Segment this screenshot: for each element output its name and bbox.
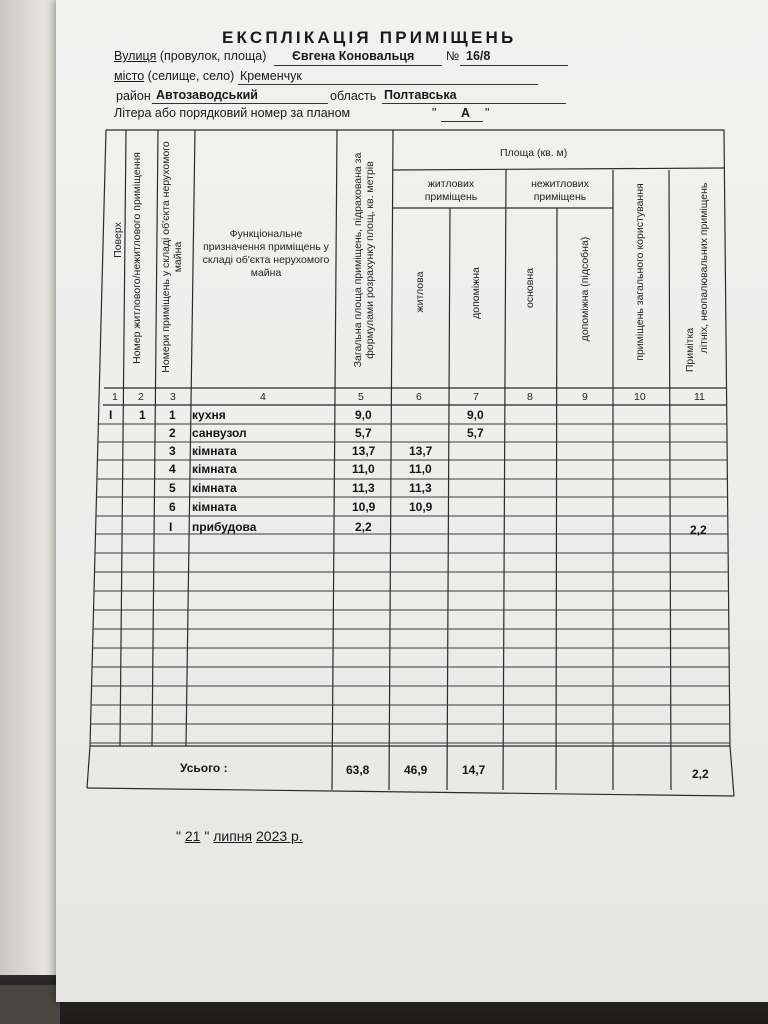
number-value: 16/8 xyxy=(466,49,491,63)
col-num-4: 4 xyxy=(260,391,266,403)
document-title: ЕКСПЛІКАЦІЯ ПРИМІЩЕНЬ xyxy=(222,28,517,47)
region-value: Полтавська xyxy=(384,88,457,102)
totals-aux: 14,7 xyxy=(462,763,486,777)
litera-quote-close: " xyxy=(485,106,490,120)
row-5-total: 11,3 xyxy=(352,481,375,495)
totals-total: 63,8 xyxy=(346,763,370,777)
litera-value: А xyxy=(461,106,471,120)
date-line xyxy=(176,828,303,844)
row-1-floor: I xyxy=(109,408,113,422)
date-day: 21 xyxy=(184,828,201,844)
date-quote-open: " xyxy=(176,828,181,844)
row-2-purpose: санвузол xyxy=(192,426,247,440)
row-3-purpose: кімната xyxy=(192,444,237,458)
row-6-total: 10,9 xyxy=(352,500,376,514)
row-5-room: 5 xyxy=(169,481,176,495)
col-num-9: 9 xyxy=(582,391,588,403)
col-num-11: 11 xyxy=(694,391,705,403)
row-3-room: 3 xyxy=(169,444,176,458)
header-nonliving-group: нежитлових приміщень xyxy=(531,178,589,203)
street-label: Вулиця (провулок, площа) xyxy=(114,49,267,63)
row-4-purpose: кімната xyxy=(192,462,237,476)
header-total-area: Загальна площа приміщень, підрахована за формулами розрахунку площ, кв. метрів xyxy=(352,152,376,368)
totals-label: Усього : xyxy=(180,761,228,775)
row-3-living: 13,7 xyxy=(409,444,433,458)
row-2-aux: 5,7 xyxy=(467,426,484,440)
number-label: № xyxy=(446,49,460,63)
col-num-7: 7 xyxy=(473,391,479,403)
header-area-group: Площа (кв. м) xyxy=(500,147,568,159)
header-common-use: приміщень загального користування xyxy=(634,183,646,361)
col-num-1: 1 xyxy=(112,391,118,403)
date-month: липня xyxy=(213,828,253,844)
row-2-room: 2 xyxy=(169,426,176,440)
street-value: Євгена Коновальця xyxy=(292,49,415,63)
row-6-living: 10,9 xyxy=(409,500,433,514)
litera-label: Літера або порядковий номер за планом xyxy=(114,106,351,120)
row-7-purpose: прибудова xyxy=(192,520,257,534)
row-1-aux: 9,0 xyxy=(467,408,484,422)
col-num-8: 8 xyxy=(527,391,533,403)
row-1-total: 9,0 xyxy=(355,408,372,422)
district-value: Автозаводський xyxy=(156,88,258,102)
litera-quote-open: " xyxy=(432,106,437,120)
row-4-living: 11,0 xyxy=(409,462,432,476)
city-label: місто (селище, село) xyxy=(114,69,235,83)
header-nonliving-aux: допоміжна (підсобна) xyxy=(579,236,591,342)
row-7-summer: 2,2 xyxy=(690,523,707,537)
region-label: область xyxy=(330,89,377,103)
header-purpose: Функціональне призначення приміщень у складі об'єкта нерухомого майна xyxy=(202,228,330,279)
col-num-2: 2 xyxy=(138,391,144,403)
header-apartment-number: Номер житлового/нежитлового приміщення xyxy=(131,152,143,364)
row-5-purpose: кімната xyxy=(192,481,237,495)
header-living-group: житлових приміщень xyxy=(424,178,478,203)
row-5-living: 11,3 xyxy=(409,481,432,495)
row-7-total: 2,2 xyxy=(355,520,372,534)
row-6-purpose: кімната xyxy=(192,500,237,514)
row-4-total: 11,0 xyxy=(352,462,375,476)
header-summer: літніх, неопалювальних приміщень xyxy=(698,182,710,354)
col-num-6: 6 xyxy=(416,391,422,403)
col-num-10: 10 xyxy=(634,391,646,403)
header-nonliving-main: основна xyxy=(524,268,536,308)
row-1-purpose: кухня xyxy=(192,408,226,422)
row-6-room: 6 xyxy=(169,500,176,514)
col-num-5: 5 xyxy=(358,391,364,403)
header-living-main: житлова xyxy=(414,271,426,313)
row-4-room: 4 xyxy=(169,462,176,476)
col-num-3: 3 xyxy=(170,391,176,403)
row-2-total: 5,7 xyxy=(355,426,372,440)
row-7-room: I xyxy=(169,520,173,534)
row-3-total: 13,7 xyxy=(352,444,376,458)
header-note: Примітка xyxy=(684,327,696,373)
header-floor: Поверх xyxy=(112,222,124,258)
city-value: Кременчук xyxy=(240,69,302,83)
date-quote-close: " xyxy=(204,828,210,844)
totals-summer: 2,2 xyxy=(692,767,709,781)
row-1-room: 1 xyxy=(169,408,176,422)
district-label: район xyxy=(116,89,151,103)
totals-living: 46,9 xyxy=(404,763,428,777)
date-year: 2023 р. xyxy=(256,828,303,844)
header-room-numbers: Номери приміщень у складі об'єкта нерухомого майна xyxy=(160,141,184,373)
row-1-apartment: 1 xyxy=(139,408,146,422)
header-living-aux: допоміжна xyxy=(470,267,482,319)
